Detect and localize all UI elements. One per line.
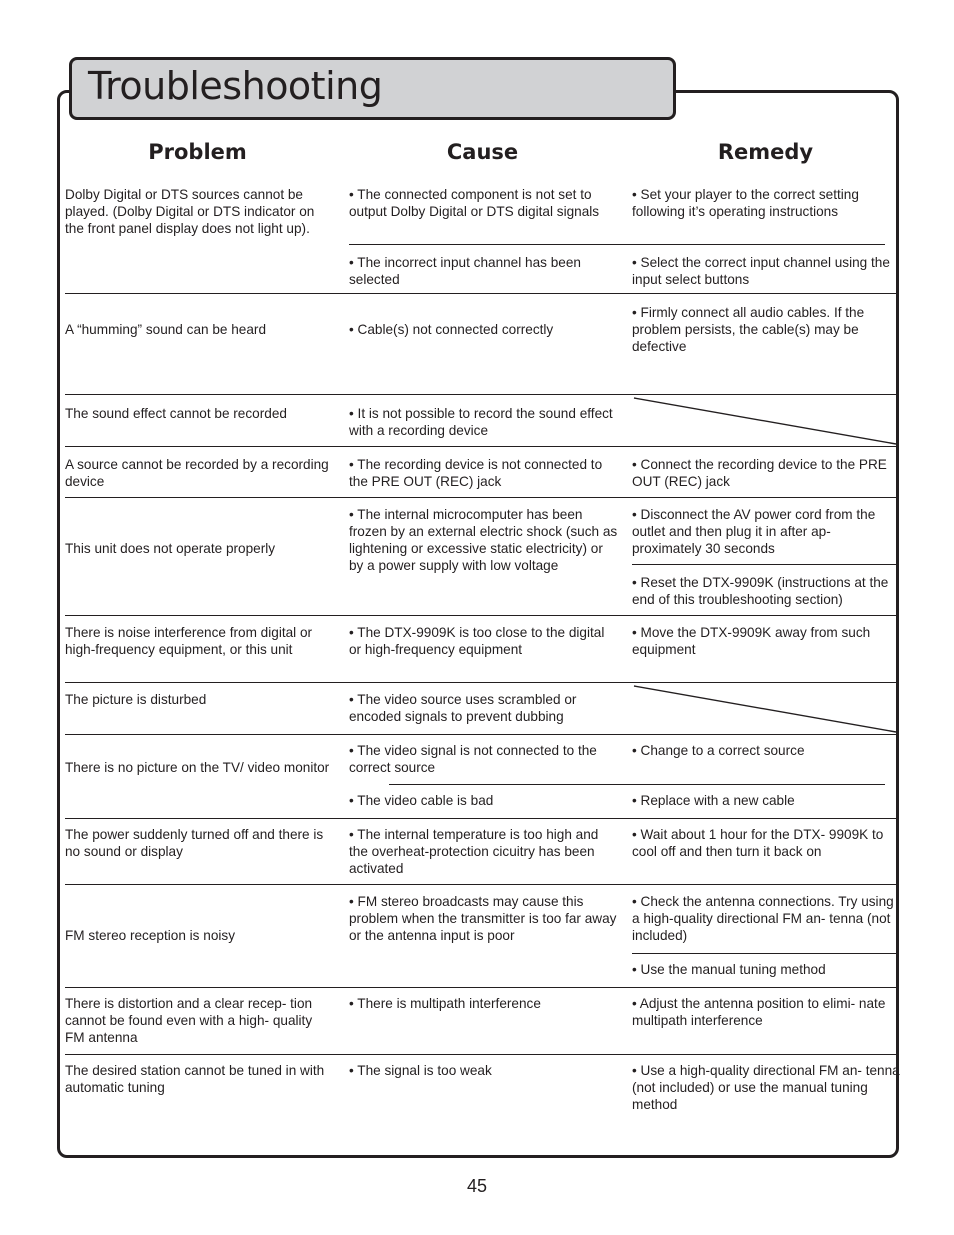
remedy-cell: • Adjust the antenna position to elimi- nate multipath interference xyxy=(632,996,886,1028)
remedy-cell: • Change to a correct source xyxy=(632,743,805,758)
row-divider xyxy=(65,884,898,885)
cause-cell: • The incorrect input channel has been selected xyxy=(349,255,581,287)
cause-cell: • The video cable is bad xyxy=(349,793,494,808)
sub-divider xyxy=(632,953,898,954)
problem-cell: FM stereo reception is noisy xyxy=(65,928,235,943)
remedy-cell: • Connect the recording device to the PRE OUT (REC) jack xyxy=(632,457,887,489)
remedy-cell: • Use the manual tuning method xyxy=(632,962,826,977)
sub-divider xyxy=(389,784,885,785)
remedy-cell: • Select the correct input channel using the input select buttons xyxy=(632,255,890,287)
cause-cell: • The DTX-9909K is too close to the digital or high-frequency equipment xyxy=(349,625,605,657)
title-tab xyxy=(69,57,676,120)
remedy-cell: • Disconnect the AV power cord from the outlet and then plug it in after ap- proximately 30 seconds xyxy=(632,507,876,556)
remedy-cell: • Set your player to the correct setting following it’s operating instructions xyxy=(632,187,859,219)
cause-header: Cause xyxy=(446,140,519,164)
remedy-cell: • Move the DTX-9909K away from such equipment xyxy=(632,625,871,657)
cause-cell: • The internal temperature is too high and the overheat-protection cicuitry has been activated xyxy=(349,827,599,876)
problem-cell: The power suddenly turned off and there is no sound or display xyxy=(65,827,324,859)
problem-cell: There is distortion and a clear recep- tion cannot be found even with a high- quality FM antenna xyxy=(65,996,313,1045)
cause-cell: • The recording device is not connected to the PRE OUT (REC) jack xyxy=(349,457,603,489)
remedy-header: Remedy xyxy=(717,140,814,164)
problem-header: Problem xyxy=(148,140,247,164)
row-divider xyxy=(65,293,898,294)
remedy-cell: • Use a high-quality directional FM an- tenna (not included) or use the manual tuning method xyxy=(632,1063,900,1112)
row-divider xyxy=(65,446,898,447)
problem-cell: Dolby Digital or DTS sources cannot be played. (Dolby Digital or DTS indicator on the front panel display does not light up). xyxy=(65,187,315,236)
cause-cell: • FM stereo broadcasts may cause this problem when the transmitter is too far away or the antenna input is poor xyxy=(349,894,617,943)
problem-cell: A “humming” sound can be heard xyxy=(65,322,267,337)
row-divider xyxy=(65,497,898,498)
cause-cell: • It is not possible to record the sound effect with a recording device xyxy=(349,406,613,438)
cause-cell: • Cable(s) not connected correctly xyxy=(349,322,554,337)
row-divider xyxy=(65,394,898,395)
remedy-cell: • Check the antenna connections. Try using a high-quality directional FM an- tenna (not included) xyxy=(632,894,894,943)
cause-cell: • The video source uses scrambled or encoded signals to prevent dubbing xyxy=(349,692,577,724)
cause-cell: • There is multipath interference xyxy=(349,996,541,1011)
problem-cell: The sound effect cannot be recorded xyxy=(65,406,287,421)
row-divider xyxy=(65,987,898,988)
sub-divider xyxy=(349,244,885,245)
sub-divider xyxy=(632,564,898,565)
page-title: Troubleshooting xyxy=(88,64,383,108)
problem-cell: This unit does not operate properly xyxy=(65,541,276,556)
problem-cell: There is no picture on the TV/ video monitor xyxy=(65,760,330,775)
cause-cell: • The signal is too weak xyxy=(349,1063,492,1078)
problem-cell: A source cannot be recorded by a recording device xyxy=(65,457,329,489)
problem-cell: The desired station cannot be tuned in with automatic tuning xyxy=(65,1063,325,1095)
row-divider xyxy=(65,615,898,616)
cause-cell: • The video signal is not connected to the correct source xyxy=(349,743,597,775)
no-remedy-diagonal xyxy=(632,396,898,446)
row-divider xyxy=(65,818,898,819)
row-divider xyxy=(65,682,898,683)
problem-cell: There is noise interference from digital or high-frequency equipment, or this unit xyxy=(65,625,313,657)
cause-cell: • The connected component is not set to output Dolby Digital or DTS digital signals xyxy=(349,187,600,219)
row-divider xyxy=(65,1054,898,1055)
problem-cell: The picture is disturbed xyxy=(65,692,207,707)
cause-cell: • The internal microcomputer has been frozen by an external electric shock (such as lightening or excessive static electricity) or by a power supply with low voltage xyxy=(349,507,618,573)
remedy-cell: • Reset the DTX-9909K (instructions at the end of this troubleshooting section) xyxy=(632,575,889,607)
row-divider xyxy=(65,734,898,735)
page-number: 45 xyxy=(466,1176,488,1196)
remedy-cell: • Wait about 1 hour for the DTX- 9909K to cool off and then turn it back on xyxy=(632,827,884,859)
no-remedy-diagonal xyxy=(632,684,898,734)
remedy-cell: • Firmly connect all audio cables. If the problem persists, the cable(s) may be defective xyxy=(632,305,865,354)
remedy-cell: • Replace with a new cable xyxy=(632,793,795,808)
